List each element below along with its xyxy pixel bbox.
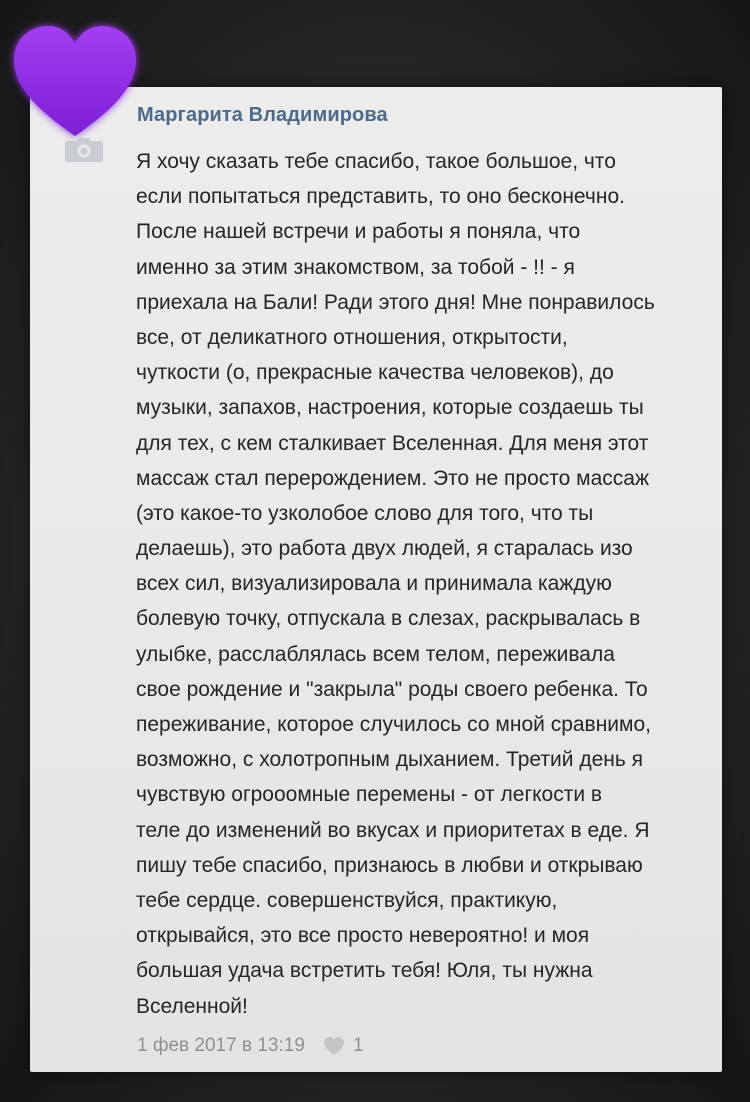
comment-line: возможно, с холотропным дыханием. Третий день я	[136, 748, 644, 772]
heart-icon	[4, 18, 146, 146]
comment-line: большая удача встретить тебя! Юля, ты нужна	[136, 959, 593, 983]
comment-line: переживание, которое случилось со мной сравнимо,	[136, 713, 651, 736]
comment-line: свое рождение и "закрыла" роды своего ребенка. То	[136, 677, 648, 701]
comment-line: для тех, с кем сталкивает Вселенная. Для меня этот	[136, 431, 649, 455]
comment-line: (это какое-то узколобое слово для того, что ты	[136, 501, 594, 525]
comment-line: чувствую огрооомные перемены - от легкости в	[136, 783, 603, 807]
comment-line: открывайся, это все просто невероятно! и моя	[136, 924, 590, 948]
comment-line: тебе сердце. совершенствуйся, практикую,	[136, 888, 558, 912]
timestamp-link[interactable]: 1 фев 2017 в 13:19	[137, 1035, 305, 1056]
comment-line: если попытаться представить, то оно бесконечно.	[136, 185, 625, 209]
comment-line: пишу тебе спасибо, признаюсь в любви и открываю	[136, 853, 643, 877]
comment-line: именно за этим знакомством, за тобой - !! - я	[136, 255, 575, 279]
comment-line: Вселенной!	[136, 994, 248, 1018]
comment-line: приехала на Бали! Ради этого дня! Мне понравилось	[136, 290, 655, 314]
like-count: 1	[352, 1035, 364, 1056]
like-icon[interactable]	[323, 1036, 345, 1056]
comment-line: чуткости (о, прекрасные качества человеков), до	[136, 361, 614, 385]
comment-line: все, от деликатного отношения, открытости,	[136, 325, 568, 349]
comment-line: улыбке, расслаблялась всем телом, переживала	[136, 642, 615, 666]
comment-line: делаешь), это работа двух людей, я старалась изо	[136, 537, 633, 561]
author-name[interactable]: Маргарита Владимирова	[137, 104, 388, 126]
comment-line: болевую точку, отпускала в слезах, раскрывалась в	[136, 607, 641, 631]
comment-line: После нашей встречи и работы я поняла, что	[136, 220, 581, 244]
comment-line: массаж стал перерождением. Это не просто массаж	[136, 466, 650, 490]
comment-text	[136, 144, 722, 1024]
comment-footer	[137, 1032, 363, 1060]
comment-line: всех сил, визуализировала и принимала каждую	[136, 572, 612, 596]
comment-line: теле до изменений во вкусах и приоритетах в еде. Я	[136, 818, 650, 842]
comment-line: Я хочу сказать тебе спасибо, такое большое, что	[136, 150, 616, 173]
comment-line: музыки, запахов, настроения, которые создаешь ты	[136, 396, 644, 420]
